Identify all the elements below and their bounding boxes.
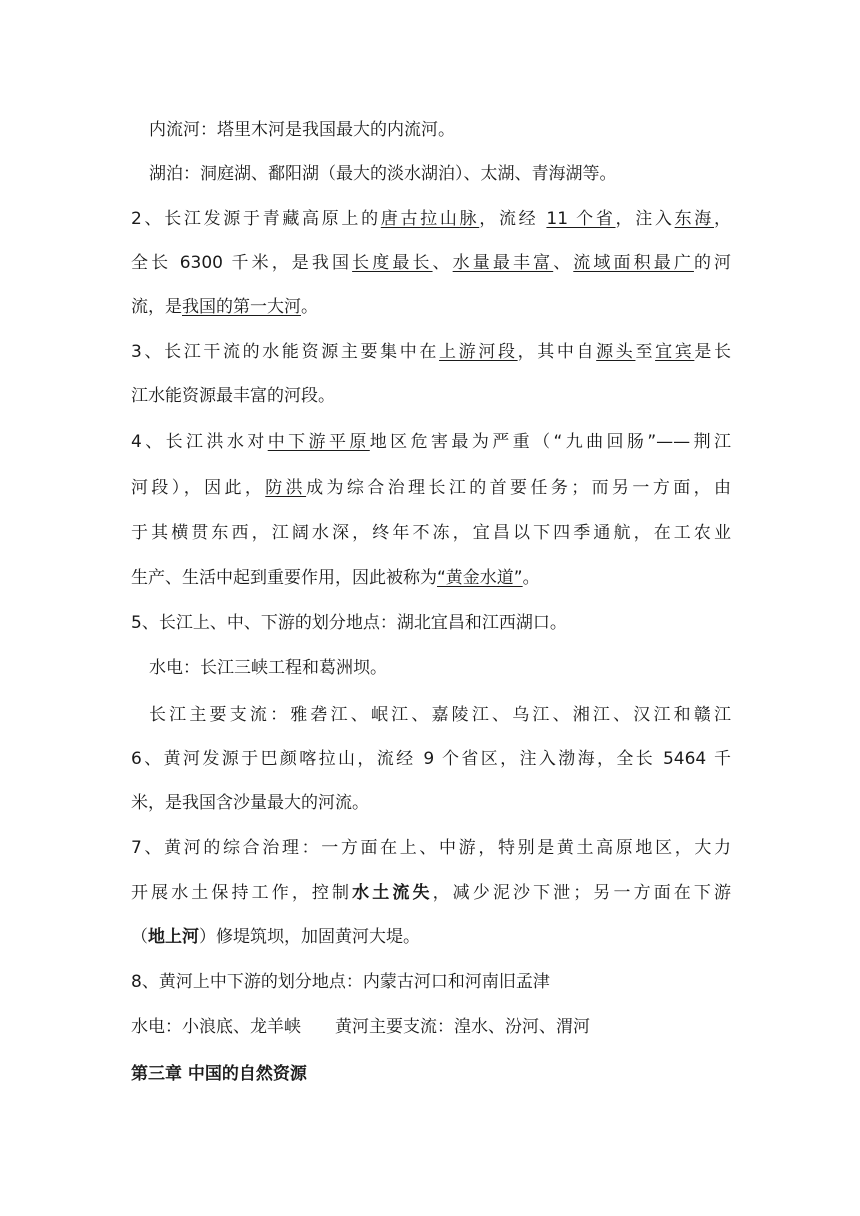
bold-term: 地上河 [148, 927, 199, 947]
text-segment: 成为综合治理长江的首要任务；而另一方面，由 [306, 478, 732, 498]
text-segment: 水电：小浪底、龙羊峡 黄河主要支流：湟水、汾河、渭河 [131, 1017, 590, 1037]
underlined-term: 水量最丰富 [452, 253, 554, 273]
text-segment: 、 [553, 253, 574, 273]
text-segment: ，其中自 [517, 342, 597, 362]
text-segment: 生产、生活中起到重要作用，因此被称为 [131, 568, 437, 588]
text-line [131, 521, 731, 545]
bold-term: 水土流失 [352, 883, 433, 903]
text-line [131, 295, 731, 319]
text-segment: 内流河：塔里木河是我国最大的内流河。 [149, 120, 455, 140]
text-segment: 3、长江干流的水能资源主要集中在 [131, 342, 440, 362]
underlined-term: “黄金水道” [437, 568, 523, 588]
underlined-term: 唐古拉山脉 [380, 209, 480, 229]
text-segment: 7、黄河的综合治理：一方面在上、中游，特别是黄土高原地区，大力 [131, 838, 731, 858]
text-line [131, 881, 731, 905]
text-line [131, 925, 731, 949]
text-segment: 。 [301, 297, 318, 317]
text-segment: 江水能资源最丰富的河段。 [131, 386, 335, 406]
text-segment: 长江主要支流：雅砻江、岷江、嘉陵江、乌江、湘江、汉江和赣江 [149, 705, 731, 725]
text-segment: 第三章 中国的自然资源 [131, 1064, 307, 1084]
chapter-heading [131, 1062, 731, 1086]
text-segment: ，减少泥沙下泄；另一方面在下游 [432, 883, 732, 903]
text-line [149, 656, 749, 680]
text-segment: 。 [522, 568, 540, 588]
text-line [131, 251, 731, 275]
text-line [131, 207, 731, 231]
text-segment: 开展水土保持工作，控制 [131, 883, 353, 903]
text-line [131, 611, 731, 635]
underlined-term: 长度最长 [352, 253, 433, 273]
text-line [149, 118, 749, 142]
text-segment: 于其横贯东西，江阔水深，终年不冻，宜昌以下四季通航，在工农业 [131, 523, 731, 543]
text-segment: ，流经 [479, 209, 547, 229]
underlined-term: 源头 [596, 342, 636, 362]
text-segment: ）修堤筑坝，加固黄河大堤。 [199, 927, 420, 947]
text-segment: 6、黄河发源于巴颜喀拉山，流经 9 个省区，注入渤海，全长 5464 千 [131, 749, 731, 769]
underlined-term: 东海 [674, 209, 714, 229]
text-segment: 水电：长江三峡工程和葛洲坝。 [149, 658, 387, 678]
underlined-term: 防洪 [265, 478, 307, 498]
text-line [149, 703, 731, 727]
underlined-term: 我国的第一大河 [182, 297, 301, 317]
underlined-term: 上游河段 [439, 342, 518, 362]
text-line [131, 566, 731, 590]
text-segment: 米，是我国含沙量最大的河流。 [131, 793, 369, 813]
text-segment: 湖泊：洞庭湖、鄱阳湖（最大的淡水湖泊）、太湖、青海湖等。 [149, 164, 617, 184]
underlined-term: 流域面积最广 [573, 253, 694, 273]
text-segment: 8、黄河上中下游的划分地点：内蒙古河口和河南旧孟津 [131, 972, 550, 992]
text-segment: 至 [635, 342, 656, 362]
text-segment: 的河 [693, 253, 732, 273]
text-line [131, 836, 731, 860]
text-line [131, 384, 731, 408]
text-segment: 2、长江发源于青藏高原上的 [131, 209, 381, 229]
text-line [131, 1015, 731, 1039]
underlined-term: 宜宾 [655, 342, 695, 362]
text-segment: ，注入 [615, 209, 675, 229]
text-line [149, 162, 749, 186]
text-segment: （ [131, 927, 148, 947]
text-line [131, 970, 731, 994]
text-line [131, 340, 731, 364]
text-line [131, 791, 731, 815]
text-segment: 是长 [694, 342, 732, 362]
text-line [131, 430, 731, 454]
text-line [131, 747, 731, 771]
text-line [131, 476, 731, 500]
underlined-term: 中下游平原 [267, 432, 370, 452]
text-segment: ， [714, 209, 731, 229]
text-segment: 4、长江洪水对 [131, 432, 268, 452]
text-segment: 、 [432, 253, 453, 273]
underlined-term: 11 个省 [546, 209, 616, 229]
text-segment: 河段），因此， [131, 478, 266, 498]
text-segment: 全长 6300 千米，是我国 [131, 253, 353, 273]
text-segment: 流，是 [131, 297, 182, 317]
text-segment: 5、长江上、中、下游的划分地点：湖北宜昌和江西湖口。 [131, 613, 567, 633]
text-segment: 地区危害最为严重（“九曲回肠”——荆江 [369, 432, 731, 452]
